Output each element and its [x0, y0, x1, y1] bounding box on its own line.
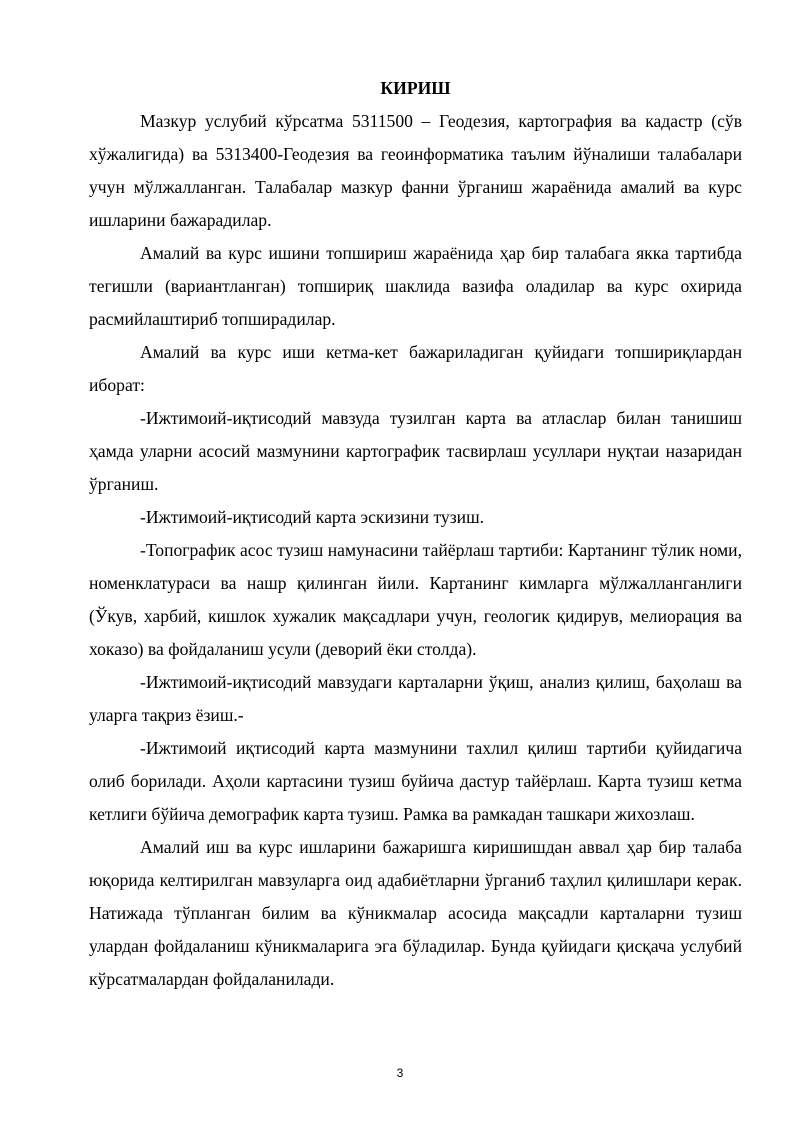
list-item-task-1: -Ижтимоий-иқтисодий мавзуда тузилган карта ва атласлар билан танишиш ҳамда уларни асосий мазмунини картографик тасвирлаш усуллари нуқтаи назаридан ўрганиш.	[89, 408, 742, 494]
page-number: 3	[396, 1066, 404, 1080]
paragraph-tasks-intro: Амалий ва курс иши кетма-кет бажариладиган қуйидаги топшириқлардан иборат:	[89, 342, 742, 395]
paragraph-assignment: Амалий ва курс ишини топшириш жараёнида ҳар бир талабага якка тартибда тегишли (вариантланган) топшириқ шаклида вазифа оладилар ва курс охирида расмийлаштириб топширадилар.	[89, 243, 742, 329]
paragraph-conclusion: Амалий иш ва курс ишларини бажаришга киришишдан аввал ҳар бир талаба юқорида келтирилган мавзуларга оид адабиётларни ўрганиб таҳлил қилишлари керак. Натижада тўпланган билим ва кўникмалар асосида мақсадли карталарни тузиш улардан фойдаланиш кўникмаларига эга бўладилар. Бунда қуйидаги қисқача услубий кўрсатмалардан фойдаланилади.	[89, 837, 742, 989]
list-item-task-5: -Ижтимоий иқтисодий карта мазмунини тахлил қилиш тартиби қуйидагича олиб борилади. Аҳоли картасини тузиш буйича дастур тайёрлаш. Карта тузиш кетма кетлиги бўйича демографик карта тузиш. Рамка ва рамкадан ташкари жихозлаш.	[89, 738, 742, 824]
section-title: КИРИШ	[380, 78, 451, 98]
document-body	[89, 72, 742, 996]
list-item-task-3: -Топографик асос тузиш намунасини тайёрлаш тартиби: Картанинг тўлик номи, номенклатураси ва нашр қилинган йили. Картанинг кимларга мўлжалланганлиги (Ўкув, харбий, кишлок хужалик мақсадлари учун, геологик қидирув, мелиорация ва хоказо) ва фойдаланиш усули (деворий ёки столда).	[89, 540, 742, 659]
list-item-task-2: -Ижтимоий-иқтисодий карта эскизини тузиш.	[140, 507, 485, 527]
list-item-task-4: -Ижтимоий-иқтисодий мавзудаги карталарни ўқиш, анализ қилиш, баҳолаш ва уларга тақриз ёзиш.-	[89, 672, 742, 725]
paragraph-intro: Мазкур услубий кўрсатма 5311500 – Геодезия, картография ва кадастр (сўв хўжалигида) ва 5313400-Геодезия ва геоинформатика таълим йўналиши талабалари учун мўлжалланган. Талабалар мазкур фанни ўрганиш жараёнида амалий ва курс ишларини бажарадилар.	[89, 111, 742, 230]
